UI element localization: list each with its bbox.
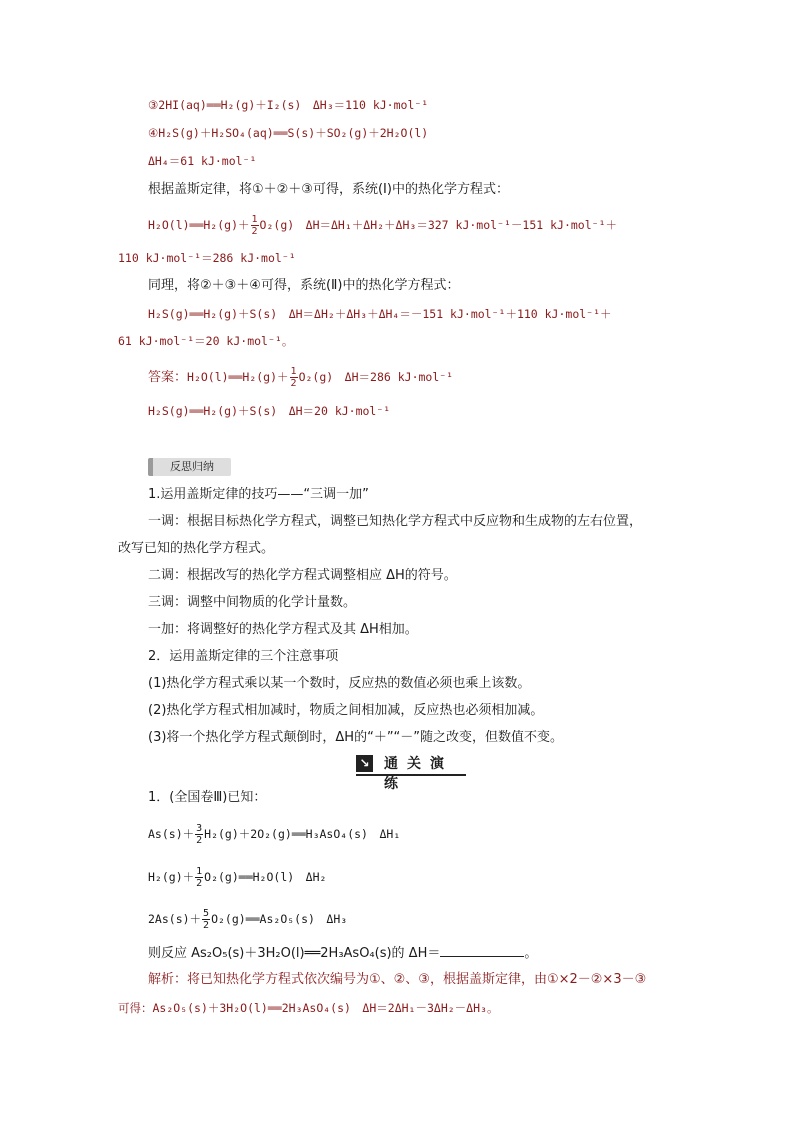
arrow-down-right-icon: ↘ [356,755,373,772]
given-equation-3: 2As(s)＋ $\frac{5}{2}$ O₂(g)══As₂O₅(s) ΔH₃ [148,908,348,931]
practice-banner [356,754,466,792]
given-equation-1: As(s)＋ $\frac{3}{2}$ H₂(g)＋2O₂(g)══H₃AsO₄(s) ΔH₁ [148,823,401,846]
equation-4: ④H₂S(g)＋H₂SO₄(aq)══S(s)＋SO₂(g)＋2H₂O(l) [148,126,429,140]
summary-line: 一加：将调整好的热化学方程式及其 ΔH相加。 [148,622,418,637]
answer-line-1: 答案：H₂O(l)══H₂(g)＋ $\frac{1}{2}$ O₂(g) ΔH＝286 kJ·mol⁻¹ [148,366,454,389]
summary-line: (1)热化学方程式乘以某一个数时，反应热的数值必须也乘上该数。 [148,676,531,691]
system-1-result: 110 kJ·mol⁻¹＝286 kJ·mol⁻¹ [118,251,296,265]
exercise-prompt: 1．(全国卷Ⅲ)已知： [148,790,267,805]
summary-heading-2: 2．运用盖斯定律的三个注意事项 [148,649,339,664]
system-2-equation: H₂S(g)══H₂(g)＋S(s) ΔH＝ΔH₂＋ΔH₃＋ΔH₄＝－151 kJ·mol⁻¹＋110 kJ·mol⁻¹＋ [148,307,612,321]
answer-line-2: H₂S(g)══H₂(g)＋S(s) ΔH＝20 kJ·mol⁻¹ [148,404,391,418]
question-line: 则反应 As₂O₅(s)＋3H₂O(l)══2H₃AsO₄(s)的 ΔH＝ 。 [148,946,538,961]
fraction-three-halves: $\frac{3}{2}$ [196,823,203,846]
given-equation-2: H₂(g)＋ $\frac{1}{2}$ O₂(g)══H₂O(l) ΔH₂ [148,866,327,889]
fraction-five-halves: $\frac{5}{2}$ [203,908,210,931]
system-2-result: 61 kJ·mol⁻¹＝20 kJ·mol⁻¹。 [118,334,294,348]
reflection-summary-badge: 反思归纳 [148,458,231,476]
hess-sentence-1: 根据盖斯定律，将①＋②＋③可得，系统(Ⅰ)中的热化学方程式： [148,182,509,197]
fraction-one-half: $\frac{1}{2}$ [196,866,203,889]
analysis-line-1: 解析：将已知热化学方程式依次编号为①、②、③，根据盖斯定律，由①×2－②×3－③ [148,972,647,987]
summary-line: 一调：根据目标热化学方程式，调整已知热化学方程式中反应物和生成物的左右位置， [148,514,643,529]
analysis-line-2: 可得：As₂O₅(s)＋3H₂O(l)══2H₃AsO₄(s) ΔH＝2ΔH₁－3ΔH₂－ΔH₃。 [118,1001,499,1015]
fraction-one-half: $\frac{1}{2}$ [290,366,297,389]
practice-banner-label: 通关演练 [384,756,453,792]
enthalpy-4: ΔH₄＝61 kJ·mol⁻¹ [148,154,257,168]
summary-line: 三调：调整中间物质的化学计量数。 [148,595,357,610]
answer-blank[interactable] [440,944,524,957]
hess-sentence-2: 同理，将②＋③＋④可得，系统(Ⅱ)中的热化学方程式： [148,278,460,293]
summary-line: (3)将一个热化学方程式颠倒时，ΔH的“＋”“－”随之改变，但数值不变。 [148,730,564,745]
summary-line: 改写已知的热化学方程式。 [118,541,275,556]
fraction-one-half: $\frac{1}{2}$ [251,214,258,237]
equation-3: ③2HI(aq)══H₂(g)＋I₂(s) ΔH₃＝110 kJ·mol⁻¹ [148,98,429,112]
summary-line: 二调：根据改写的热化学方程式调整相应 ΔH的符号。 [148,568,457,583]
system-1-equation: H₂O(l)══H₂(g)＋ $\frac{1}{2}$ O₂(g) ΔH＝ΔH₁＋ΔH₂＋ΔH₃＝327 kJ·mol⁻¹－151 kJ·mol⁻¹＋ [148,214,617,237]
summary-line: (2)热化学方程式相加减时，物质之间相加减，反应热也必须相加减。 [148,703,544,718]
summary-heading-1: 1.运用盖斯定律的技巧——“三调一加” [148,487,369,502]
